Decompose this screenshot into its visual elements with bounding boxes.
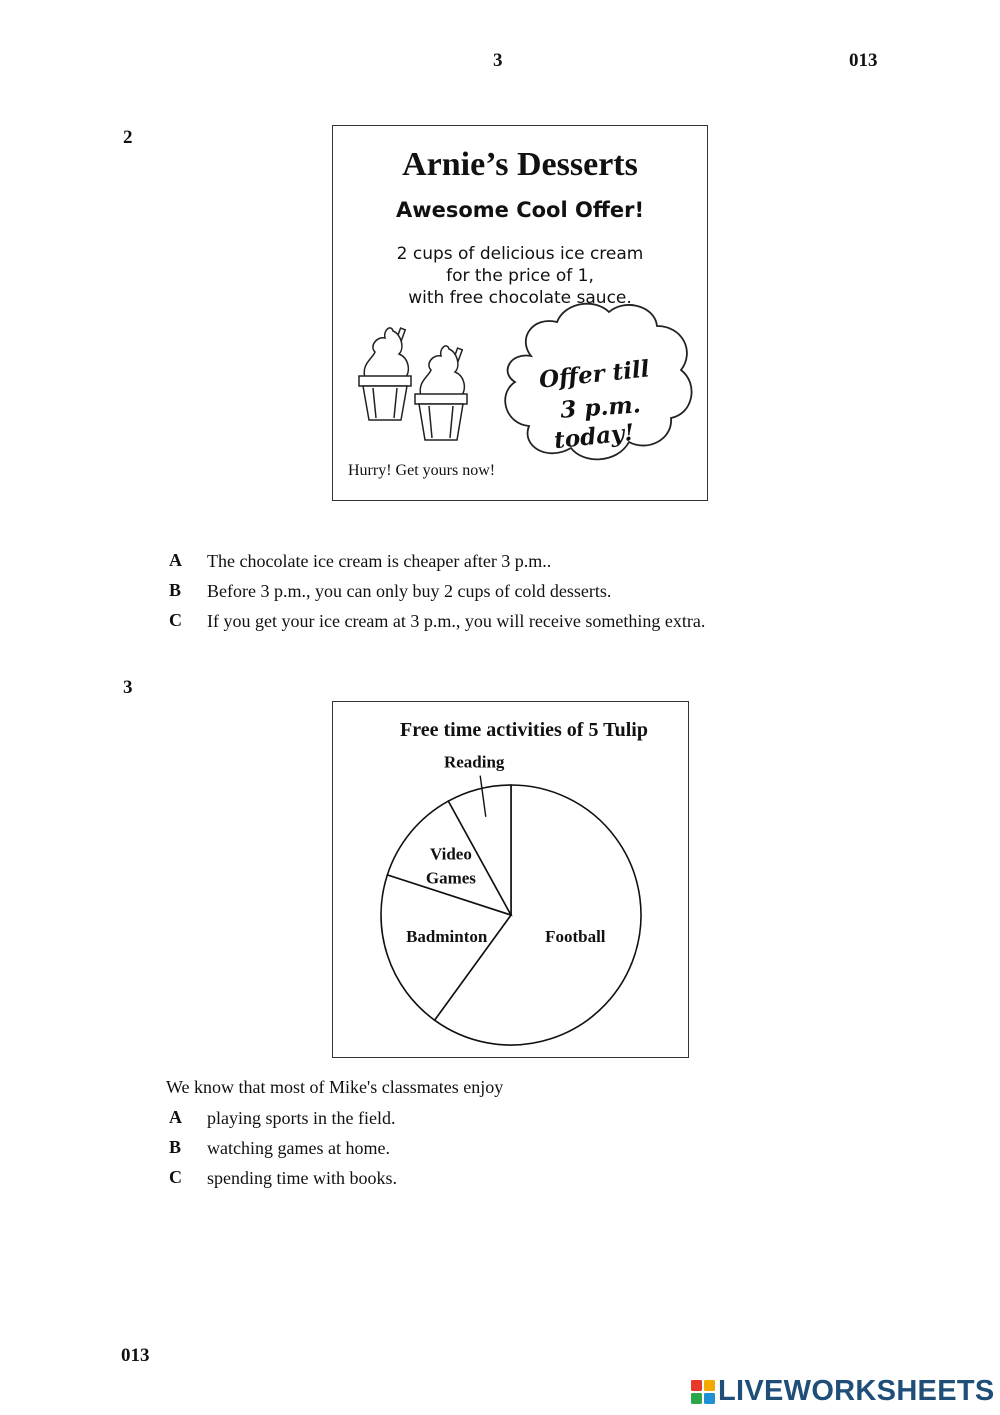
paper-code-bottom: 013 bbox=[121, 1345, 150, 1366]
pie-chart bbox=[333, 702, 690, 1059]
liveworksheets-wordmark: LIVEWORKSHEETS bbox=[718, 1375, 995, 1407]
q2-option-letter-b: B bbox=[169, 580, 182, 600]
page-number: 3 bbox=[493, 50, 503, 71]
question-3-number: 3 bbox=[123, 677, 133, 698]
pie-label-badminton: Badminton bbox=[406, 926, 488, 946]
ad-desc-line-3: with free chocolate sauce. bbox=[408, 288, 632, 308]
q3-option-a[interactable]: playing sports in the field. bbox=[207, 1108, 396, 1128]
q2-option-a[interactable]: The chocolate ice cream is cheaper after 3 p.m.. bbox=[207, 551, 552, 571]
q3-option-letter-c: C bbox=[169, 1167, 182, 1187]
paper-code-top: 013 bbox=[849, 50, 878, 71]
q3-option-letter-a: A bbox=[169, 1107, 182, 1127]
question-3-stem: We know that most of Mike's classmates enjoy bbox=[166, 1077, 504, 1097]
pie-chart-box bbox=[332, 701, 689, 1058]
q2-option-letter-c: C bbox=[169, 610, 182, 630]
q2-option-letter-a: A bbox=[169, 550, 182, 570]
cloud-line-1: Offer till bbox=[537, 355, 651, 394]
liveworksheets-logo bbox=[691, 1375, 995, 1408]
question-2-number: 2 bbox=[123, 127, 133, 148]
q2-option-c[interactable]: If you get your ice cream at 3 p.m., you will receive something extra. bbox=[207, 611, 706, 631]
ad-desc-line-1: 2 cups of delicious ice cream bbox=[396, 244, 644, 264]
ad-hurry-text: Hurry! Get yours now! bbox=[348, 462, 496, 479]
liveworksheets-icon bbox=[691, 1380, 715, 1404]
cloud-line-3: today! bbox=[552, 418, 636, 455]
pie-label-reading: Reading bbox=[443, 752, 505, 772]
ad-subtitle: Awesome Cool Offer! bbox=[395, 198, 645, 222]
q2-option-b[interactable]: Before 3 p.m., you can only buy 2 cups of cold desserts. bbox=[207, 581, 612, 601]
ad-desc-line-2: for the price of 1, bbox=[446, 266, 594, 286]
q3-option-b[interactable]: watching games at home. bbox=[207, 1138, 390, 1158]
ice-cream-cup-icon bbox=[359, 328, 411, 420]
ad-artwork bbox=[333, 126, 709, 502]
pie-label-video-games: Video Games bbox=[425, 844, 476, 888]
cloud-line-2: 3 p.m. bbox=[559, 391, 642, 424]
dessert-advert bbox=[332, 125, 708, 501]
ice-cream-cup-icon bbox=[415, 346, 467, 440]
q3-option-letter-b: B bbox=[169, 1137, 182, 1157]
q3-option-c[interactable]: spending time with books. bbox=[207, 1168, 397, 1188]
pie-label-football: Football bbox=[545, 926, 606, 946]
chart-title: Free time activities of 5 Tulip bbox=[400, 719, 648, 741]
ad-title: Arnie’s Desserts bbox=[402, 146, 638, 183]
